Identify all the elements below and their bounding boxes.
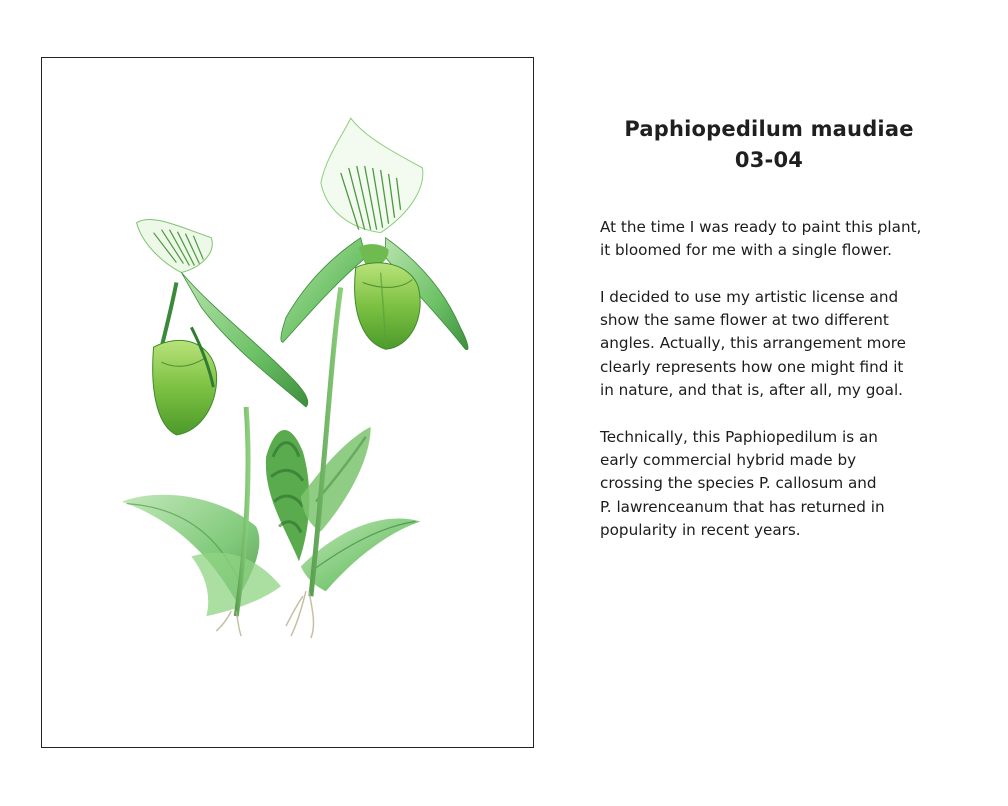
painting-number: 03-04 xyxy=(734,148,804,172)
paragraph-2: I decided to use my artistic license and show the same flower at two different angles. Actually, this arrangement more clearly represents how one might find it in nature, and that is, after all, my goal. xyxy=(600,287,907,400)
orchid-painting xyxy=(42,58,533,747)
description xyxy=(600,216,980,565)
painting-frame xyxy=(41,57,534,748)
title-block xyxy=(590,114,948,176)
species-title: Paphiopedilum maudiae xyxy=(624,117,914,141)
orchid-flower-left xyxy=(137,219,308,434)
paragraph-1: At the time I was ready to paint this plant, it bloomed for me with a single flower. xyxy=(600,218,922,260)
orchid-flower-right xyxy=(281,118,468,350)
leaf-mottled-right xyxy=(301,427,371,532)
paragraph-3: Technically, this Paphiopedilum is an early commercial hybrid made by crossing the species P. callosum and P. lawrenceanum that has returned in popularity in recent years. xyxy=(600,427,885,539)
